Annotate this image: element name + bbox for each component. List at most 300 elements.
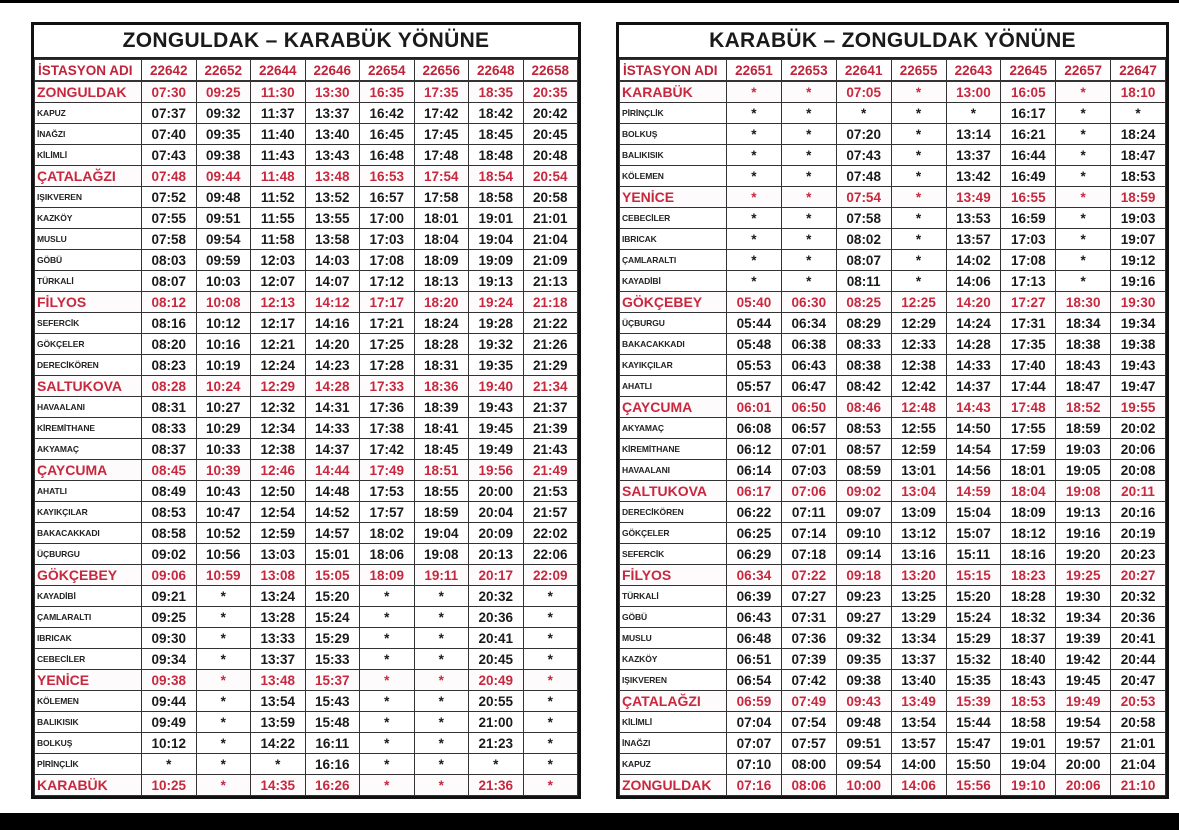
departure-time: 10:39 (196, 460, 251, 481)
no-stop-marker: * (727, 81, 782, 103)
departure-time: 16:35 (360, 81, 415, 103)
departure-time: 19:24 (469, 292, 524, 313)
departure-time: 21:04 (523, 229, 578, 250)
station-name: ÜÇBURGU (620, 313, 727, 334)
no-stop-marker: * (891, 81, 946, 103)
departure-time: 21:18 (523, 292, 578, 313)
no-stop-marker: * (360, 628, 415, 649)
departure-time: 14:28 (946, 334, 1001, 355)
departure-time: 16:44 (1001, 145, 1056, 166)
train-number-header: 22657 (1056, 60, 1111, 82)
departure-time: 18:45 (469, 124, 524, 145)
station-row (35, 250, 578, 271)
departure-time: 12:42 (891, 376, 946, 397)
departure-time: 13:54 (251, 691, 306, 712)
timetable-body (620, 81, 1166, 796)
train-number-header: 22647 (1111, 60, 1166, 82)
departure-time: 20:41 (1111, 628, 1166, 649)
departure-time: 08:00 (781, 754, 836, 775)
no-stop-marker: * (727, 250, 782, 271)
station-row (35, 649, 578, 670)
departure-time: 16:42 (360, 103, 415, 124)
departure-time: 09:49 (142, 712, 197, 733)
no-stop-marker: * (360, 586, 415, 607)
departure-time: 19:56 (469, 460, 524, 481)
departure-time: 10:24 (196, 376, 251, 397)
station-name: KİLİMLİ (620, 712, 727, 733)
departure-time: 18:24 (1111, 124, 1166, 145)
no-stop-marker: * (781, 208, 836, 229)
departure-time: 20:27 (1111, 565, 1166, 586)
departure-time: 14:24 (946, 313, 1001, 334)
station-row (620, 544, 1166, 565)
departure-time: 19:30 (1111, 292, 1166, 313)
departure-time: 08:37 (142, 439, 197, 460)
departure-time: 18:31 (414, 355, 469, 376)
station-name: BOLKUŞ (620, 124, 727, 145)
departure-time: 14:03 (305, 250, 360, 271)
departure-time: 12:46 (251, 460, 306, 481)
departure-time: 20:48 (523, 145, 578, 166)
departure-time: 07:37 (142, 103, 197, 124)
departure-time: 13:40 (891, 670, 946, 691)
major-station-row (620, 481, 1166, 502)
departure-time: 13:14 (946, 124, 1001, 145)
departure-time: 08:38 (836, 355, 891, 376)
departure-time: 07:49 (781, 691, 836, 712)
station-column-header: İSTASYON ADI (35, 60, 142, 82)
departure-time: 08:06 (781, 775, 836, 796)
departure-time: 11:55 (251, 208, 306, 229)
top-border-bar (0, 0, 1179, 3)
no-stop-marker: * (727, 166, 782, 187)
no-stop-marker: * (414, 628, 469, 649)
departure-time: 10:52 (196, 523, 251, 544)
departure-time: 06:43 (781, 355, 836, 376)
station-row (620, 607, 1166, 628)
departure-time: 17:57 (360, 502, 415, 523)
no-stop-marker: * (414, 691, 469, 712)
station-name: MUSLU (620, 628, 727, 649)
station-row (35, 481, 578, 502)
departure-time: 05:40 (727, 292, 782, 313)
departure-time: 10:00 (836, 775, 891, 796)
train-number-header: 22655 (891, 60, 946, 82)
departure-time: 09:14 (836, 544, 891, 565)
no-stop-marker: * (360, 712, 415, 733)
departure-time: 12:21 (251, 334, 306, 355)
departure-time: 08:59 (836, 460, 891, 481)
departure-time: 19:43 (469, 397, 524, 418)
departure-time: 06:17 (727, 481, 782, 502)
departure-time: 09:54 (836, 754, 891, 775)
station-row (620, 208, 1166, 229)
departure-time: 05:53 (727, 355, 782, 376)
departure-time: 14:50 (946, 418, 1001, 439)
departure-time: 09:44 (196, 166, 251, 187)
no-stop-marker: * (781, 187, 836, 208)
no-stop-marker: * (196, 586, 251, 607)
departure-time: 12:13 (251, 292, 306, 313)
station-name: KİREMİTHANE (620, 439, 727, 460)
station-name: İNAĞZI (620, 733, 727, 754)
departure-time: 10:03 (196, 271, 251, 292)
departure-time: 21:29 (523, 355, 578, 376)
departure-time: 08:33 (142, 418, 197, 439)
departure-time: 13:48 (305, 166, 360, 187)
departure-time: 13:29 (891, 607, 946, 628)
station-row (35, 712, 578, 733)
departure-time: 20:19 (1111, 523, 1166, 544)
departure-time: 18:59 (1111, 187, 1166, 208)
departure-time: 22:02 (523, 523, 578, 544)
station-name: GÖKÇEBEY (620, 292, 727, 313)
station-name: KARABÜK (620, 81, 727, 103)
no-stop-marker: * (360, 649, 415, 670)
departure-time: 06:30 (781, 292, 836, 313)
departure-time: 22:06 (523, 544, 578, 565)
station-name: GÖKÇELER (35, 334, 142, 355)
departure-time: 09:35 (196, 124, 251, 145)
departure-time: 09:51 (196, 208, 251, 229)
departure-time: 07:42 (781, 670, 836, 691)
no-stop-marker: * (523, 691, 578, 712)
station-row (35, 586, 578, 607)
departure-time: 14:37 (946, 376, 1001, 397)
departure-time: 17:48 (414, 145, 469, 166)
departure-time: 21:23 (469, 733, 524, 754)
departure-time: 19:13 (469, 271, 524, 292)
departure-time: 18:23 (1001, 565, 1056, 586)
station-name: CEBECİLER (35, 649, 142, 670)
departure-time: 17:59 (1001, 439, 1056, 460)
no-stop-marker: * (523, 628, 578, 649)
departure-time: 15:32 (946, 649, 1001, 670)
departure-time: 20:23 (1111, 544, 1166, 565)
departure-time: 10:12 (196, 313, 251, 334)
station-row (620, 628, 1166, 649)
departure-time: 08:53 (836, 418, 891, 439)
departure-time: 09:34 (142, 649, 197, 670)
departure-time: 07:58 (836, 208, 891, 229)
departure-time: 15:15 (946, 565, 1001, 586)
departure-time: 19:09 (469, 250, 524, 271)
departure-time: 18:12 (1001, 523, 1056, 544)
no-stop-marker: * (727, 208, 782, 229)
station-row (620, 124, 1166, 145)
no-stop-marker: * (196, 733, 251, 754)
station-name: SALTUKOVA (620, 481, 727, 502)
departure-time: 12:24 (251, 355, 306, 376)
departure-time: 07:16 (727, 775, 782, 796)
departure-time: 18:43 (1056, 355, 1111, 376)
no-stop-marker: * (360, 775, 415, 796)
station-row (620, 376, 1166, 397)
departure-time: 17:03 (1001, 229, 1056, 250)
departure-time: 20:55 (469, 691, 524, 712)
departure-time: 07:05 (836, 81, 891, 103)
no-stop-marker: * (1111, 103, 1166, 124)
departure-time: 21:13 (523, 271, 578, 292)
train-number-header: 22648 (469, 60, 524, 82)
station-name: HAVAALANI (620, 460, 727, 481)
no-stop-marker: * (891, 124, 946, 145)
departure-time: 08:02 (836, 229, 891, 250)
major-station-row (620, 187, 1166, 208)
station-name: KÖLEMEN (620, 166, 727, 187)
departure-time: 13:37 (891, 649, 946, 670)
no-stop-marker: * (891, 103, 946, 124)
station-name: PİRİNÇLİK (35, 754, 142, 775)
departure-time: 14:54 (946, 439, 1001, 460)
station-name: AHATLI (35, 481, 142, 502)
train-number-header: 22654 (360, 60, 415, 82)
departure-time: 12:38 (891, 355, 946, 376)
major-station-row (35, 460, 578, 481)
departure-time: 13:59 (251, 712, 306, 733)
departure-time: 18:55 (414, 481, 469, 502)
departure-time: 15:33 (305, 649, 360, 670)
station-name: KAZKÖY (620, 649, 727, 670)
no-stop-marker: * (414, 649, 469, 670)
departure-time: 13:52 (305, 187, 360, 208)
departure-time: 17:53 (360, 481, 415, 502)
station-row (620, 439, 1166, 460)
station-name: İNAĞZI (35, 124, 142, 145)
departure-time: 13:16 (891, 544, 946, 565)
station-name: IŞIKVEREN (35, 187, 142, 208)
departure-time: 13:28 (251, 607, 306, 628)
station-row (620, 418, 1166, 439)
departure-time: 13:37 (251, 649, 306, 670)
departure-time: 18:09 (360, 565, 415, 586)
departure-time: 09:02 (836, 481, 891, 502)
no-stop-marker: * (523, 649, 578, 670)
departure-time: 19:01 (1001, 733, 1056, 754)
departure-time: 07:43 (142, 145, 197, 166)
departure-time: 10:56 (196, 544, 251, 565)
station-name: KAYADİBİ (620, 271, 727, 292)
departure-time: 18:53 (1001, 691, 1056, 712)
departure-time: 18:09 (1001, 502, 1056, 523)
departure-time: 14:06 (891, 775, 946, 796)
departure-time: 07:48 (836, 166, 891, 187)
station-name: ÇATALAĞZI (620, 691, 727, 712)
departure-time: 11:40 (251, 124, 306, 145)
departure-time: 14:28 (305, 376, 360, 397)
no-stop-marker: * (1056, 166, 1111, 187)
departure-time: 13:09 (891, 502, 946, 523)
train-number-header: 22645 (1001, 60, 1056, 82)
departure-time: 13:49 (891, 691, 946, 712)
departure-time: 18:48 (469, 145, 524, 166)
no-stop-marker: * (360, 754, 415, 775)
departure-time: 16:21 (1001, 124, 1056, 145)
no-stop-marker: * (1056, 250, 1111, 271)
station-name: SALTUKOVA (35, 376, 142, 397)
departure-time: 12:03 (251, 250, 306, 271)
no-stop-marker: * (1056, 208, 1111, 229)
departure-time: 15:05 (305, 565, 360, 586)
station-row (620, 523, 1166, 544)
departure-time: 17:58 (414, 187, 469, 208)
major-station-row (35, 775, 578, 796)
departure-time: 05:57 (727, 376, 782, 397)
departure-time: 19:47 (1111, 376, 1166, 397)
departure-time: 19:28 (469, 313, 524, 334)
departure-time: 07:57 (781, 733, 836, 754)
departure-time: 09:48 (196, 187, 251, 208)
departure-time: 13:53 (946, 208, 1001, 229)
departure-time: 18:37 (1001, 628, 1056, 649)
departure-time: 14:20 (946, 292, 1001, 313)
departure-time: 13:57 (891, 733, 946, 754)
departure-time: 21:53 (523, 481, 578, 502)
departure-time: 07:48 (142, 166, 197, 187)
departure-time: 07:22 (781, 565, 836, 586)
no-stop-marker: * (891, 145, 946, 166)
departure-time: 06:14 (727, 460, 782, 481)
station-row (620, 145, 1166, 166)
departure-time: 19:04 (1001, 754, 1056, 775)
departure-time: 14:33 (946, 355, 1001, 376)
no-stop-marker: * (251, 754, 306, 775)
station-name: KAPUZ (620, 754, 727, 775)
station-row (35, 523, 578, 544)
station-row (620, 460, 1166, 481)
departure-time: 21:04 (1111, 754, 1166, 775)
departure-time: 07:11 (781, 502, 836, 523)
station-name: ÇAYCUMA (620, 397, 727, 418)
departure-time: 18:02 (360, 523, 415, 544)
departure-time: 10:25 (142, 775, 197, 796)
departure-time: 08:12 (142, 292, 197, 313)
no-stop-marker: * (781, 229, 836, 250)
station-row (35, 271, 578, 292)
departure-time: 15:29 (305, 628, 360, 649)
no-stop-marker: * (196, 670, 251, 691)
departure-time: 19:08 (414, 544, 469, 565)
major-station-row (35, 670, 578, 691)
no-stop-marker: * (727, 124, 782, 145)
departure-time: 13:37 (946, 145, 1001, 166)
departure-time: 18:54 (469, 166, 524, 187)
departure-time: 15:29 (946, 628, 1001, 649)
departure-time: 21:43 (523, 439, 578, 460)
timetable-karabuk-zonguldak (616, 22, 1169, 799)
departure-time: 13:48 (251, 670, 306, 691)
departure-time: 18:01 (414, 208, 469, 229)
departure-time: 11:52 (251, 187, 306, 208)
departure-time: 19:45 (1056, 670, 1111, 691)
no-stop-marker: * (523, 775, 578, 796)
departure-time: 14:43 (946, 397, 1001, 418)
major-station-row (35, 565, 578, 586)
departure-time: 19:38 (1111, 334, 1166, 355)
departure-time: 20:02 (1111, 418, 1166, 439)
departure-time: 06:08 (727, 418, 782, 439)
departure-time: 06:38 (781, 334, 836, 355)
departure-time: 07:43 (836, 145, 891, 166)
departure-time: 08:33 (836, 334, 891, 355)
station-row (35, 145, 578, 166)
major-station-row (35, 81, 578, 103)
departure-time: 12:32 (251, 397, 306, 418)
departure-time: 07:30 (142, 81, 197, 103)
major-station-row (620, 691, 1166, 712)
station-row (35, 733, 578, 754)
train-number-header: 22658 (523, 60, 578, 82)
no-stop-marker: * (469, 754, 524, 775)
departure-time: 08:03 (142, 250, 197, 271)
departure-time: 16:49 (1001, 166, 1056, 187)
no-stop-marker: * (414, 775, 469, 796)
departure-time: 20:58 (1111, 712, 1166, 733)
departure-time: 07:07 (727, 733, 782, 754)
train-number-header: 22656 (414, 60, 469, 82)
departure-time: 19:07 (1111, 229, 1166, 250)
departure-time: 15:47 (946, 733, 1001, 754)
departure-time: 18:04 (414, 229, 469, 250)
departure-time: 19:16 (1056, 523, 1111, 544)
departure-time: 20:32 (469, 586, 524, 607)
station-row (35, 187, 578, 208)
departure-time: 12:55 (891, 418, 946, 439)
station-name: BAKACAKKADI (35, 523, 142, 544)
station-name: KAPUZ (35, 103, 142, 124)
station-row (35, 355, 578, 376)
departure-time: 10:43 (196, 481, 251, 502)
departure-time: 13:12 (891, 523, 946, 544)
departure-time: 15:20 (946, 586, 1001, 607)
major-station-row (620, 292, 1166, 313)
departure-time: 20:06 (1056, 775, 1111, 796)
departure-time: 13:43 (305, 145, 360, 166)
departure-time: 17:36 (360, 397, 415, 418)
departure-time: 06:25 (727, 523, 782, 544)
departure-time: 12:29 (891, 313, 946, 334)
station-name: PİRİNÇLİK (620, 103, 727, 124)
station-row (35, 208, 578, 229)
departure-time: 07:03 (781, 460, 836, 481)
no-stop-marker: * (360, 607, 415, 628)
departure-time: 05:48 (727, 334, 782, 355)
departure-time: 09:32 (836, 628, 891, 649)
departure-time: 09:10 (836, 523, 891, 544)
departure-time: 14:35 (251, 775, 306, 796)
departure-time: 15:11 (946, 544, 1001, 565)
station-row (620, 103, 1166, 124)
departure-time: 19:08 (1056, 481, 1111, 502)
departure-time: 14:20 (305, 334, 360, 355)
departure-time: 12:59 (891, 439, 946, 460)
departure-time: 10:08 (196, 292, 251, 313)
departure-time: 13:33 (251, 628, 306, 649)
departure-time: 09:25 (142, 607, 197, 628)
departure-time: 12:33 (891, 334, 946, 355)
departure-time: 06:01 (727, 397, 782, 418)
departure-time: 17:38 (360, 418, 415, 439)
station-name: GÖKÇEBEY (35, 565, 142, 586)
departure-time: 11:48 (251, 166, 306, 187)
major-station-row (35, 292, 578, 313)
station-row (620, 754, 1166, 775)
departure-time: 20:36 (1111, 607, 1166, 628)
departure-time: 07:54 (836, 187, 891, 208)
departure-time: 20:53 (1111, 691, 1166, 712)
station-row (620, 670, 1166, 691)
departure-time: 09:32 (196, 103, 251, 124)
